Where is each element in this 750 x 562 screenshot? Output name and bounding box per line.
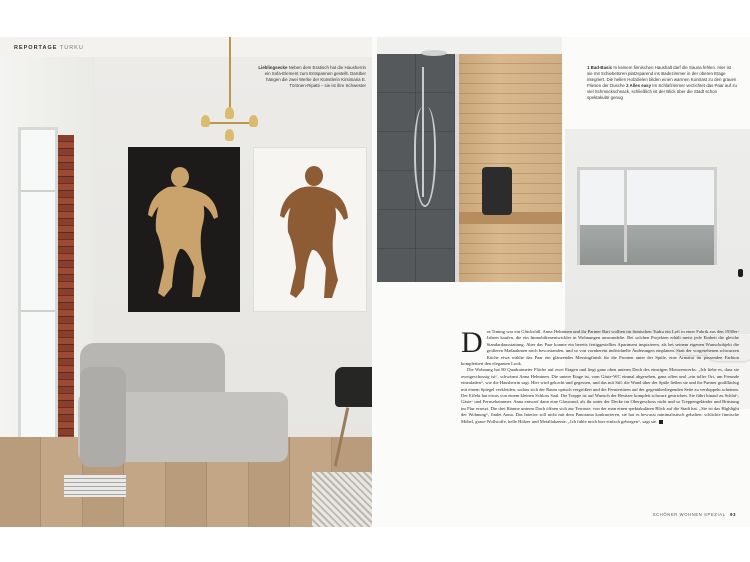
caption-text-2: Im Schlafzimmer verzichtet das Paar auf zu viel Schmückschnack, schließlich ist der Blick über die Stadt schon spektakulär genug [587, 83, 737, 100]
bath-bedroom-caption [587, 65, 737, 101]
living-room-photo [0, 37, 372, 527]
caption-lead: Lieblingsecke [258, 65, 288, 70]
living-room-caption [258, 65, 366, 89]
page-footer [653, 512, 736, 517]
bedroom-window [577, 167, 717, 265]
drop-cap: D [461, 326, 483, 359]
chandelier [229, 37, 231, 117]
caption-lead-2: 2 Alles easy [626, 83, 652, 88]
book-stack [64, 475, 126, 497]
magazine-name: SCHÖNER WOHNEN SPEZIAL [652, 512, 726, 517]
sofa-arm [80, 367, 126, 467]
brick-column [58, 135, 74, 453]
article-paragraph [461, 367, 739, 425]
rug [312, 472, 372, 527]
bathroom-photo [377, 37, 562, 282]
section-location: TURKU [59, 45, 84, 51]
shower-head [421, 50, 447, 56]
caption-text: Neben dem Esstisch hat die Hausherrin ein Sofa-Element zum Entspannen gestellt. Darüber hängen die zwei Werke der Künstlerin Kirsimaria E. Törönen-Ripatti – sie ist ihre Schwester [264, 65, 366, 88]
paragraph-text: Die Wohnung hat 80 Quadratmeter Fläche auf zwei Etagen und liegt ganz oben unterm Dach des einstigen Motorenwerks. „Ich liebe es, dass sie zweigeschossig ist“, schwärmt Anna Helminen. Die untere Etage ist, vom Gäste-WC einmal abgesehen, ganz offen und „ein toller Ort, um Freunde einzuladen“, wie die Hausherrin sagt. Hier wird gekocht und gegessen, und das mit Stil: die Wand über der Spüle ließen sie und ihr Partner großflächig mit einem Spiegel verkleiden, sodass sich der Raum optisch vergrößert und die Fenstertüren auf der gegenüberliegenden Seite zu verdoppeln scheinen. Der Effekt hat etwas von einem kleinen Schloss Saal. Die Treppe ist auf Wunsch der Besitzer komplett schwarz gestrichen. Sie führt hinauf zu Schlaf-, Gäste- und Fernsehzimmer. Anna entwarf dann eine Glaswand, als ihr unter der Decke im Obergeschoss nicht und so Treppengeländer und Brüstung im Flur ersetzt. Die drei Räume unterm Dach öffnen sich zur Terrasse, von der man einen spektakulären Blick auf die Stadt hat. „Sie ist das Highlight der Wohnung“, findet Anna. Das Interior soll nicht mit dem Panorama konkurrieren, sie hat es bewusst minimalistisch gehalten: schlichte finnische Möbel, graue Wollstoffe, helle Hölzer und Metallakzente. „Ich fühle mich hier einfach geborgen“, sagt sie. [461, 367, 739, 424]
magazine-spread [0, 37, 750, 527]
wall-lamp [738, 269, 743, 277]
section-header [14, 45, 84, 51]
caption-text-1: In keinem finnischen Haushalt darf die Sauna fehlen. Hier ist sie mit Schiebetüren platzsparend ins Badezimmer in der oberen Etage integriert. Die hellen Holzdielen bilden einen warmen Kontrast zu den grauen Fliesen der Dusche [587, 65, 737, 88]
window [18, 127, 58, 467]
paragraph-text: as Timing war ein Glücksfall. Anna Helminen und ihr Partner Bart wollten im finnischen Turku ein Loft in einer Fabrik aus den 1930er-Jahren kaufen, die ein Immobilienentwickler in Wohnungen umwandelte. Bei solchen Projekten erhält meist jede Einheit die gleiche Standardausstattung. Aber das Paar konnte ein bereits fertiggestelltes Apartment inspizieren, als bei seinem eigenen Wunschobjekt die größeren Maßnahmen noch bevorstanden, und so von vornherein individuelle Änderungen einplanen. Statt der vorgesehenen schwarzen Küche etwa wählte das Paar ein glänzendes Messingfinish für die Fronten unter der Spüle, eine Armatur im passenden Farbton komplettiert den eleganten Look. [461, 329, 739, 367]
artwork-dark [128, 147, 240, 312]
section-label: REPORTAGE [14, 45, 58, 51]
article-paragraph [461, 326, 739, 367]
artwork-light [253, 147, 367, 312]
caption-lead-1: 1 Bad-Basic [587, 65, 613, 70]
article-body [461, 326, 739, 425]
sauna-stove [482, 167, 512, 215]
page-number: 93 [730, 512, 736, 517]
chair [335, 367, 372, 407]
end-mark-icon [659, 420, 663, 424]
